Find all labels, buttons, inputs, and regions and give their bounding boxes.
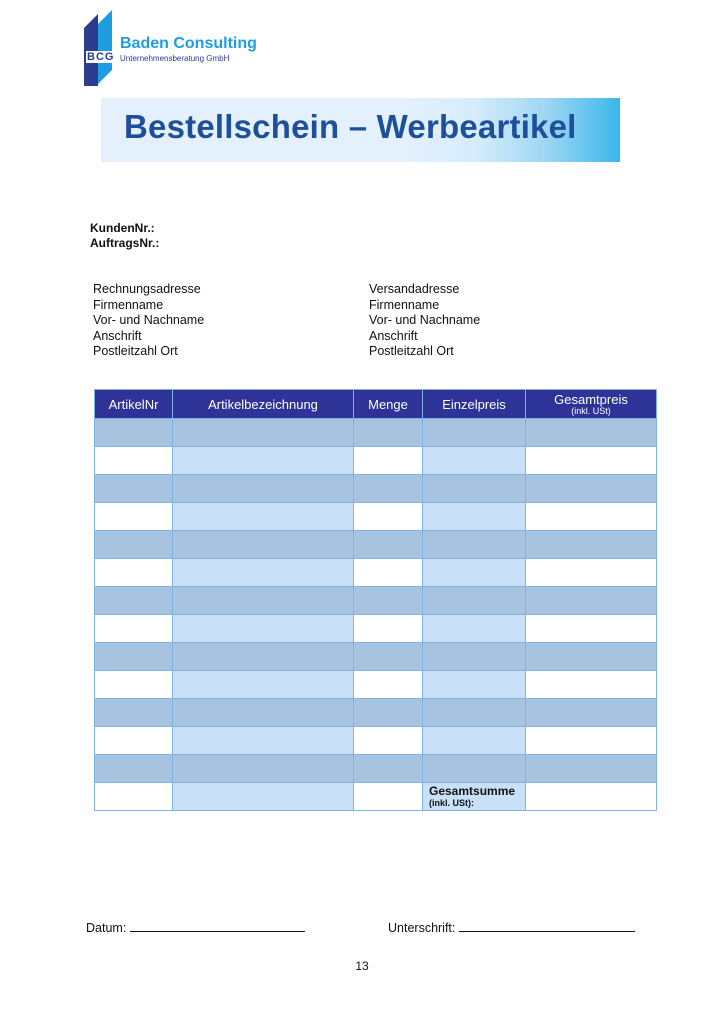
cell-unit-price[interactable] [423, 503, 526, 531]
cell-article-no[interactable] [95, 699, 173, 727]
header-quantity: Menge [354, 390, 423, 419]
cell-total-price[interactable] [526, 587, 657, 615]
cell-unit-price[interactable] [423, 615, 526, 643]
cell-quantity[interactable] [354, 615, 423, 643]
cell-unit-price[interactable] [423, 559, 526, 587]
signature-input-line[interactable] [459, 920, 635, 932]
billing-address [93, 282, 204, 360]
table-row [95, 755, 657, 783]
cell-total-price[interactable] [526, 531, 657, 559]
shipping-street: Anschrift [369, 328, 418, 343]
cell-article-no[interactable] [95, 587, 173, 615]
signature-label: Unterschrift: [388, 921, 456, 935]
table-row [95, 671, 657, 699]
cell-quantity[interactable] [354, 475, 423, 503]
shipping-company: Firmenname [369, 297, 440, 312]
cell-quantity[interactable] [354, 587, 423, 615]
header-total-price-sub: (inkl. USt) [571, 406, 611, 416]
cell-description[interactable] [173, 475, 354, 503]
table-row [95, 559, 657, 587]
order-number-label: AuftragsNr.: [90, 236, 160, 250]
cell-article-no[interactable] [95, 447, 173, 475]
cell-unit-price[interactable] [423, 671, 526, 699]
cell-description[interactable] [173, 643, 354, 671]
cell-description[interactable] [173, 419, 354, 447]
cell-description[interactable] [173, 503, 354, 531]
grand-total-value[interactable] [526, 783, 657, 811]
header-total-price [526, 390, 657, 419]
cell-quantity[interactable] [354, 727, 423, 755]
cell-quantity[interactable] [354, 559, 423, 587]
table-row [95, 419, 657, 447]
cell-total-price[interactable] [526, 755, 657, 783]
table-row [95, 475, 657, 503]
cell-total-price[interactable] [526, 699, 657, 727]
cell-total-price[interactable] [526, 559, 657, 587]
total-row [95, 783, 657, 811]
cell-article-no[interactable] [95, 783, 173, 811]
cell-total-price[interactable] [526, 643, 657, 671]
cell-description[interactable] [173, 671, 354, 699]
billing-street: Anschrift [93, 328, 142, 343]
cell-description[interactable] [173, 587, 354, 615]
logo-abbreviation: BCG [87, 51, 115, 63]
table-row [95, 587, 657, 615]
cell-quantity[interactable] [354, 699, 423, 727]
customer-number-label: KundenNr.: [90, 221, 155, 235]
cell-article-no[interactable] [95, 643, 173, 671]
cell-unit-price[interactable] [423, 419, 526, 447]
cell-unit-price[interactable] [423, 755, 526, 783]
table-row [95, 727, 657, 755]
header-total-price-label: Gesamtpreis [554, 392, 628, 407]
cell-quantity[interactable] [354, 419, 423, 447]
grand-total-label: Gesamtsumme [429, 784, 516, 798]
company-logo [84, 10, 284, 90]
cell-quantity[interactable] [354, 783, 423, 811]
signature-field [388, 920, 635, 935]
table-row [95, 531, 657, 559]
cell-unit-price[interactable] [423, 699, 526, 727]
date-input-line[interactable] [130, 920, 305, 932]
cell-unit-price[interactable] [423, 727, 526, 755]
cell-description[interactable] [173, 615, 354, 643]
billing-heading: Rechnungsadresse [93, 282, 201, 296]
page-number: 13 [355, 959, 369, 973]
page-title: Bestellschein – Werbeartikel [124, 108, 577, 145]
cell-article-no[interactable] [95, 671, 173, 699]
billing-name: Vor- und Nachname [93, 313, 205, 327]
cell-description[interactable] [173, 783, 354, 811]
shipping-name: Vor- und Nachname [369, 313, 481, 327]
cell-total-price[interactable] [526, 447, 657, 475]
order-table [94, 389, 657, 811]
cell-total-price[interactable] [526, 419, 657, 447]
cell-total-price[interactable] [526, 727, 657, 755]
cell-total-price[interactable] [526, 615, 657, 643]
cell-unit-price[interactable] [423, 531, 526, 559]
cell-unit-price[interactable] [423, 587, 526, 615]
cell-article-no[interactable] [95, 559, 173, 587]
shipping-city: Postleitzahl Ort [369, 344, 454, 358]
cell-unit-price[interactable] [423, 447, 526, 475]
cell-quantity[interactable] [354, 503, 423, 531]
header-article-no: ArtikelNr [95, 390, 173, 419]
grand-total-label-cell [423, 783, 526, 811]
cell-article-no[interactable] [95, 503, 173, 531]
cell-quantity[interactable] [354, 671, 423, 699]
company-tagline: Unternehmensberatung GmbH [120, 54, 230, 63]
header-description: Artikelbezeichnung [173, 390, 354, 419]
title-banner [101, 98, 620, 162]
cell-article-no[interactable] [95, 727, 173, 755]
shipping-address [369, 282, 480, 360]
cell-description[interactable] [173, 559, 354, 587]
bcg-logo-mark [84, 10, 116, 86]
company-name: Baden Consulting [120, 35, 257, 52]
cell-total-price[interactable] [526, 475, 657, 503]
cell-unit-price[interactable] [423, 475, 526, 503]
cell-unit-price[interactable] [423, 643, 526, 671]
table-row [95, 503, 657, 531]
cell-description[interactable] [173, 727, 354, 755]
cell-description[interactable] [173, 531, 354, 559]
cell-article-no[interactable] [95, 419, 173, 447]
cell-description[interactable] [173, 755, 354, 783]
cell-quantity[interactable] [354, 755, 423, 783]
cell-article-no[interactable] [95, 531, 173, 559]
cell-article-no[interactable] [95, 755, 173, 783]
cell-description[interactable] [173, 447, 354, 475]
date-field [86, 920, 305, 935]
shipping-heading: Versandadresse [369, 282, 460, 296]
cell-quantity[interactable] [354, 531, 423, 559]
cell-total-price[interactable] [526, 503, 657, 531]
table-row [95, 643, 657, 671]
billing-company: Firmenname [93, 297, 164, 312]
table-row [95, 699, 657, 727]
cell-article-no[interactable] [95, 615, 173, 643]
cell-article-no[interactable] [95, 475, 173, 503]
grand-total-sub: (inkl. USt): [429, 798, 474, 808]
cell-description[interactable] [173, 699, 354, 727]
cell-quantity[interactable] [354, 447, 423, 475]
table-row [95, 447, 657, 475]
cell-total-price[interactable] [526, 671, 657, 699]
billing-city: Postleitzahl Ort [93, 344, 178, 358]
table-header-row [95, 390, 657, 419]
table-row [95, 615, 657, 643]
cell-quantity[interactable] [354, 643, 423, 671]
header-unit-price: Einzelpreis [423, 390, 526, 419]
date-label: Datum: [86, 921, 127, 935]
